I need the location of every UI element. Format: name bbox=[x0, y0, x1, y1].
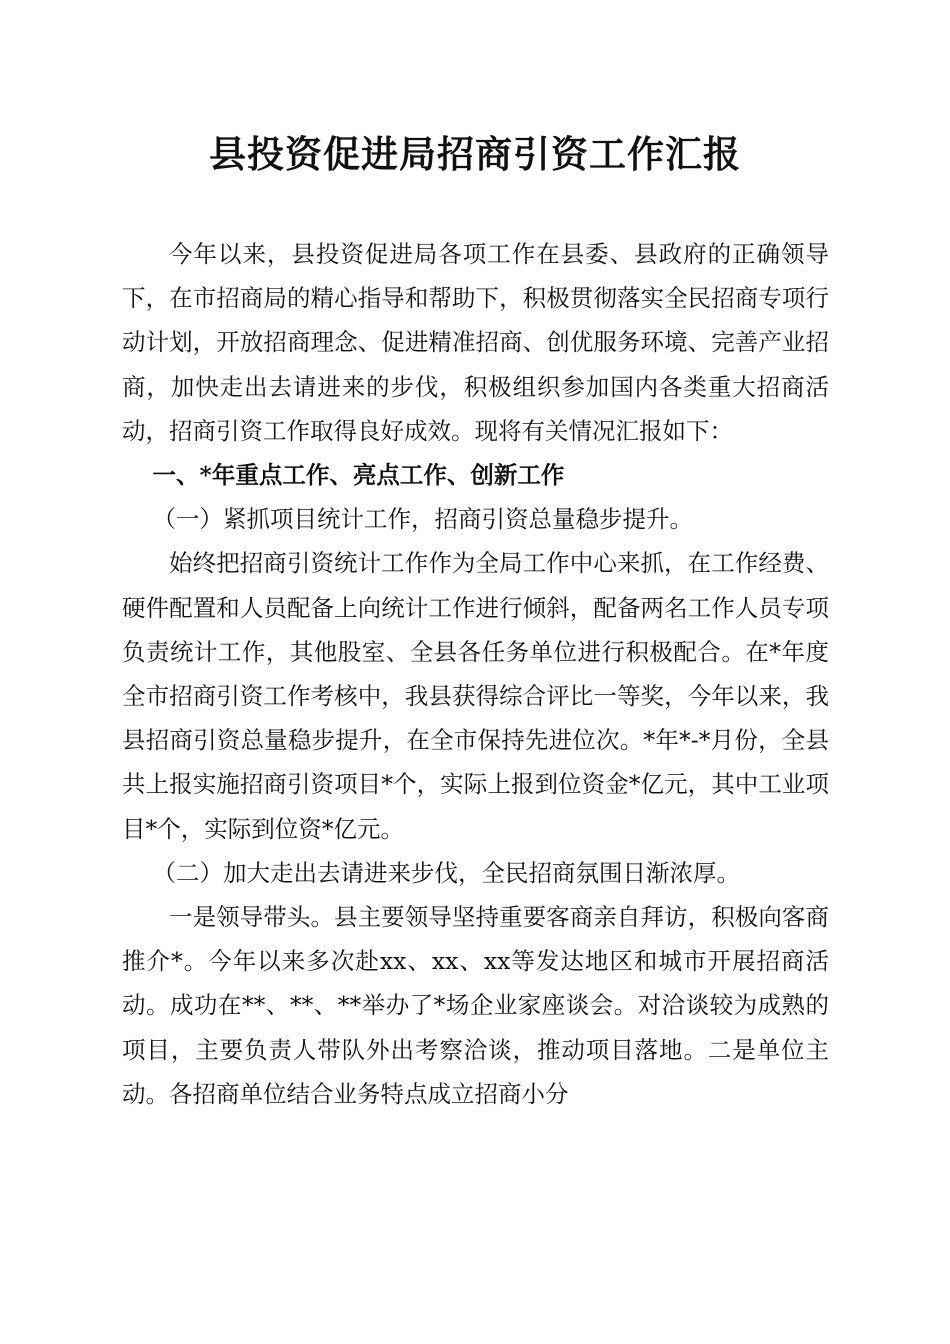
subsection-body-2: 一是领导带头。县主要领导坚持重要客商亲自拜访，积极向客商推介*。今年以来多次赴xx、xx、xx等发达地区和城市开展招商活动。成功在**、**、**举办了*场企业家座谈会。对洽谈较为成熟的项目，主要负责人带队外出考察洽谈，推动项目落地。二是单位主动。各招商单位结合业务特点成立招商小分 bbox=[122, 903, 829, 1108]
subsection-heading-2: （二）加大走出去请进来步伐，全民招商氛围日渐浓厚。 bbox=[152, 858, 741, 887]
subsection-heading-1: （一）紧抓项目统计工作，招商引资总量稳步提升。 bbox=[152, 505, 694, 534]
intro-paragraph: 今年以来，县投资促进局各项工作在县委、县政府的正确领导下，在市招商局的精心指导和帮助下，积极贯彻落实全民招商专项行动计划，开放招商理念、促进精准招商、创优服务环境、完善产业招商，加快走出去请进来的步伐，积极组织参加国内各类重大招商活动，招商引资工作取得良好成效。现将有关情况汇报如下： bbox=[122, 240, 829, 445]
document-title: 县投资促进局招商引资工作汇报 bbox=[209, 132, 741, 176]
section-heading-1: 一、*年重点工作、亮点工作、创新工作 bbox=[152, 461, 565, 490]
subsection-body-1: 始终把招商引资统计工作作为全局工作中心来抓，在工作经费、硬件配置和人员配备上向统计工作进行倾斜，配备两名工作人员专项负责统计工作，其他股室、全县各任务单位进行积极配合。在*年度全市招商引资工作考核中，我县获得综合评比一等奖，今年以来，我县招商引资总量稳步提升，在全市保持先进位次。*年*-*月份，全县共上报实施招商引资项目*个，实际上报到位资金*亿元，其中工业项目*个，实际到位资*亿元。 bbox=[122, 549, 829, 843]
document-body bbox=[122, 232, 829, 1116]
